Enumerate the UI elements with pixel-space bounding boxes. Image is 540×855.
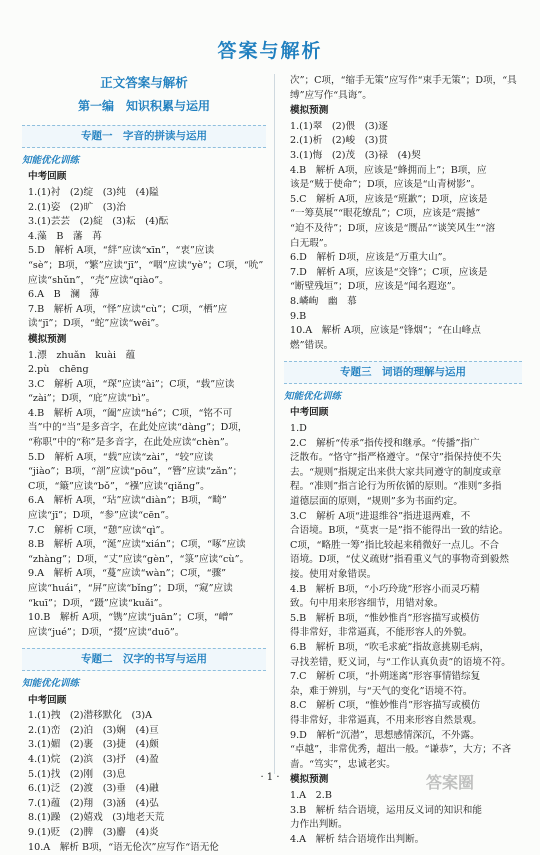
answer-line: “断壁残垣”；D项，应该是“闻名遐迩”。 [284, 280, 522, 295]
answer-line: 5.(1)找 (2)刚 (3)息 [22, 768, 266, 783]
answer-line: 8.(1)躁 (2)嬉戏 (3)地老天荒 [22, 811, 266, 826]
answer-line: 缚”应写作“具诲”。 [284, 89, 522, 104]
answer-list [22, 186, 266, 332]
answer-line: 8.嶙峋 幽 慕 [284, 295, 522, 310]
answer-list [284, 74, 522, 103]
answer-line: 白无瑕”。 [284, 237, 522, 252]
answer-line: 该是“贼于使命”；D项，应该是“山青树影”。 [284, 178, 522, 193]
watermark-logo [424, 770, 528, 794]
answer-line: 3.B 解析 结合语境，运用反义词的知识和能 [284, 804, 522, 819]
answer-line: 10.A 解析 B项，“语无伦次”应写作“语无伦 [22, 841, 266, 855]
answer-line: 6.A B 澜 薄 [22, 288, 266, 303]
answer-line: 3.C 解析 A项，“琛”应读“ài”；C项，“载”应读 [22, 378, 266, 393]
subheading: 模拟预测 [290, 104, 522, 119]
column-divider [274, 74, 275, 774]
subheading: 模拟预测 [28, 333, 266, 348]
subheading: 中考回顾 [290, 406, 522, 421]
answer-line: 当”中的“当”是多音字，在此处应读“dàng”；D项， [22, 421, 266, 436]
answer-line: 1.D [284, 422, 522, 437]
answer-line: 力作出判断。 [284, 818, 522, 833]
page-title: 答案与解析 [0, 36, 540, 63]
answer-line: 4.B 解析 B项，“小巧玲珑”形容小而灵巧精 [284, 583, 522, 598]
answer-line: C项，“簸”应读“bǒ”，“襁”应读“qiǎng”。 [22, 480, 266, 495]
answer-line: 10.B 解析 A项，“镌”应读“juān”；C项，“嶒” [22, 611, 266, 626]
answer-line: 杂，难于辨别，与“天气的变化”语境不符。 [284, 685, 522, 700]
answer-line: 4.A 解析 结合语境作出判断。 [284, 833, 522, 848]
answer-line: 1.(1)拽 (2)潜移默化 (3)A [22, 709, 266, 724]
training-tag: 知能优化训练 [22, 154, 266, 169]
answer-list [22, 349, 266, 641]
answer-line: 2.(1)姿 (2)旷 (3)治 [22, 201, 266, 216]
answer-line: 8.C 解析 C项，“惟妙惟肖”形容描写或模仿 [284, 699, 522, 714]
answer-line: 7.C 解析 C项，“憩”应读“qì”。 [22, 524, 266, 539]
answer-line: 3.(1)悔 (2)茂 (3)禄 (4)契 [284, 149, 522, 164]
answer-line: 得非常好，非常逼真，不用来形容自然景观。 [284, 714, 522, 729]
answer-line: “jiào”；B项，“剖”应读“pōu”，“簪”应读“zǎn”； [22, 465, 266, 480]
answer-line: 次”；C项，“缩手无策”应写作“束手无策”；D项，“具 [284, 74, 522, 89]
answer-line: 道德层面的原则，“规则”多为书面约定。 [284, 495, 522, 510]
section-title: 正文答案与解析 [22, 76, 266, 91]
answer-line: 7.C 解析 C项，“扑朔迷离”形容事情错综复 [284, 670, 522, 685]
answer-line: 2.(1)析 (2)峻 (3)贯 [284, 134, 522, 149]
answer-line: C项，“略胜一筹”指比较起来稍微好一点儿。不合 [284, 539, 522, 554]
page-number: · 1 · [0, 772, 540, 783]
answer-line: 应读“jī”；D项，“参”应读“cēn”。 [22, 509, 266, 524]
answer-line: 10.A 解析 A项，应该是“锋烟”；“在山峰点 [284, 324, 522, 339]
answer-line: 寻找差错，贬义词，与“工作认真负责”的语境不符。 [284, 656, 522, 671]
answer-line: 5.D 解析 A项，“絆”应读“xīn”，“衷”应读 [22, 244, 266, 259]
subheading: 模拟预测 [290, 773, 522, 788]
answer-line: 应读“jué”；D项，“掇”应读“duō”。 [22, 626, 266, 641]
answer-line: 得非常好，非常逼真，不能形容人的外貌。 [284, 626, 522, 641]
answer-line: 9.(1)贬 (2)脾 (3)麝 (4)炎 [22, 826, 266, 841]
answer-list [284, 422, 522, 772]
answer-line: 啬。“笃实”，忠诚老实。 [284, 758, 522, 773]
answer-line: “zài”；D项，“庇”应读“bì”。 [22, 392, 266, 407]
answer-line: “一筹莫展”“眼花缭乱”；C项，应该是“震撼” [284, 207, 522, 222]
answer-list [284, 789, 522, 847]
answer-line: 1.漂 zhuǎn kuài 蕴 [22, 349, 266, 364]
subheading: 中考回顾 [28, 170, 266, 185]
topic-heading: 专题一 字音的拼读与运用 [22, 125, 266, 148]
answer-line: 合语境。B项，“莫衷一是”指不能得出一致的结论。 [284, 524, 522, 539]
answer-line: 3.(1)媚 (2)裹 (3)捷 (4)颇 [22, 738, 266, 753]
answer-line: 5.D 解析 A项，“载”应读“zài”，“较”应读 [22, 451, 266, 466]
answer-line: 语境。D项，“仗义疏财”指看重义气的事物奇到毅然 [284, 553, 522, 568]
answer-line: 2.(1)峦 (2)泊 (3)娴 (4)亘 [22, 724, 266, 739]
answer-line: 7.B 解析 A项，“怿”应读“cù”；C项，“栖”应 [22, 303, 266, 318]
answer-line: 6.A 解析 A项，“玷”应读“diàn”；B项，“畸” [22, 494, 266, 509]
training-tag: 知能优化训练 [284, 390, 522, 405]
topic-heading: 专题二 汉字的书写与运用 [22, 648, 266, 671]
answer-line: 程。“准则”指言论行为所依循的原则。“准则”多指 [284, 480, 522, 495]
training-tag: 知能优化训练 [22, 677, 266, 692]
right-column [284, 74, 522, 847]
answer-line: 6.(1)泛 (2)渡 (3)垂 (4)融 [22, 782, 266, 797]
answer-line: 应读“huái”，“屏”应读“bǐng”；D项，“窥”应读 [22, 582, 266, 597]
answer-line: 应读“shǔn”，“壳”应读“qiào”。 [22, 274, 266, 289]
answer-line: 2.pù chēng [22, 363, 266, 378]
answer-line: 5.B 解析 B项，“惟妙惟肖”形容描写或模仿 [284, 612, 522, 627]
answer-line: 1.(1)翠 (2)偎 (3)逐 [284, 120, 522, 135]
topic-heading: 专题三 词语的理解与运用 [284, 361, 522, 384]
answer-line: 5.C 解析 A项，应该是“班歉”；D项，应该是 [284, 193, 522, 208]
subheading: 中考回顾 [28, 694, 266, 709]
answer-line: 9.A 解析 A项，“蔓”应读“wàn”；C项，“骤” [22, 567, 266, 582]
answer-line: 燃”错误。 [284, 339, 522, 354]
answer-line: “kuī”；D项，“蹑”应读“kuǎi”。 [22, 597, 266, 612]
watermark-text: 答案圈 [426, 773, 474, 792]
answer-line: 去。“规则”指规定出来供大家共同遵守的制度或章 [284, 466, 522, 481]
answer-line: “zhàng”；D项，“丈”应读“gèn”，“箓”应读“cù”。 [22, 553, 266, 568]
answer-line: “称职”中的“称”是多音字，在此处应读“chèn”。 [22, 436, 266, 451]
answer-line: 2.C 解析“传承”指传授和继承。“传播”指广 [284, 437, 522, 452]
answer-line: 1.(1)衬 (2)绽 (3)纯 (4)隘 [22, 186, 266, 201]
answer-line: “卓越”，非常优秀，超出一般。“谦恭”，大方；不吝 [284, 743, 522, 758]
answer-line: “sè”；B项，“繁”应读“jī”，“咽”应读“yè”；C项，“吮” [22, 259, 266, 274]
answer-list [284, 120, 522, 354]
answer-line: 3.(1)芸芸 (2)綻 (3)耘 (4)酝 [22, 215, 266, 230]
answer-line: 泛散布。“恪守”指严格遵守。“保守”指保持使不失 [284, 451, 522, 466]
answer-line: 7.(1)蕴 (2)翔 (3)涵 (4)弘 [22, 797, 266, 812]
answer-line: 6.B 解析 B项，“吹毛求疵”指故意挑剔毛病， [284, 641, 522, 656]
answer-line: 1.A 2.B [284, 789, 522, 804]
answer-line: 4.B 解析 A项，“阖”应读“hé”；C项，“铭不可 [22, 407, 266, 422]
answer-line: 9.D 解析“沉潜”，思想感情深沉，不外露。 [284, 729, 522, 744]
answer-line: 3.C 解析 A项“进退维谷”指进退两难，不 [284, 510, 522, 525]
answer-line: 8.B 解析 A项，“涎”应读“xián”；C项，“啄”应读 [22, 538, 266, 553]
left-column [22, 74, 266, 855]
answer-line: “迫不及待”；D项，应该是“赝品”“谈笑风生”“溶 [284, 222, 522, 237]
answer-line: 接。使用对象错误。 [284, 568, 522, 583]
answer-line: 读“jī”；D项，“蛇”应读“wēi”。 [22, 317, 266, 332]
answer-line: 致。句中用来形容细节，用错对象。 [284, 597, 522, 612]
answer-line: 7.D 解析 A项，应该是“交锋”；C项，应该是 [284, 266, 522, 281]
answer-line: 9.B [284, 310, 522, 325]
answer-line: 4.(1)烷 (2)滨 (3)抒 (4)盈 [22, 753, 266, 768]
answer-line: 6.D 解析 D项，应该是“万重大山”。 [284, 251, 522, 266]
part-title: 第一编 知识积累与运用 [22, 99, 266, 114]
answer-line: 4.藻 B 藩 苒 [22, 230, 266, 245]
answer-line: 4.B 解析 A项，应该是“蜂拥而上”；B项，应 [284, 164, 522, 179]
